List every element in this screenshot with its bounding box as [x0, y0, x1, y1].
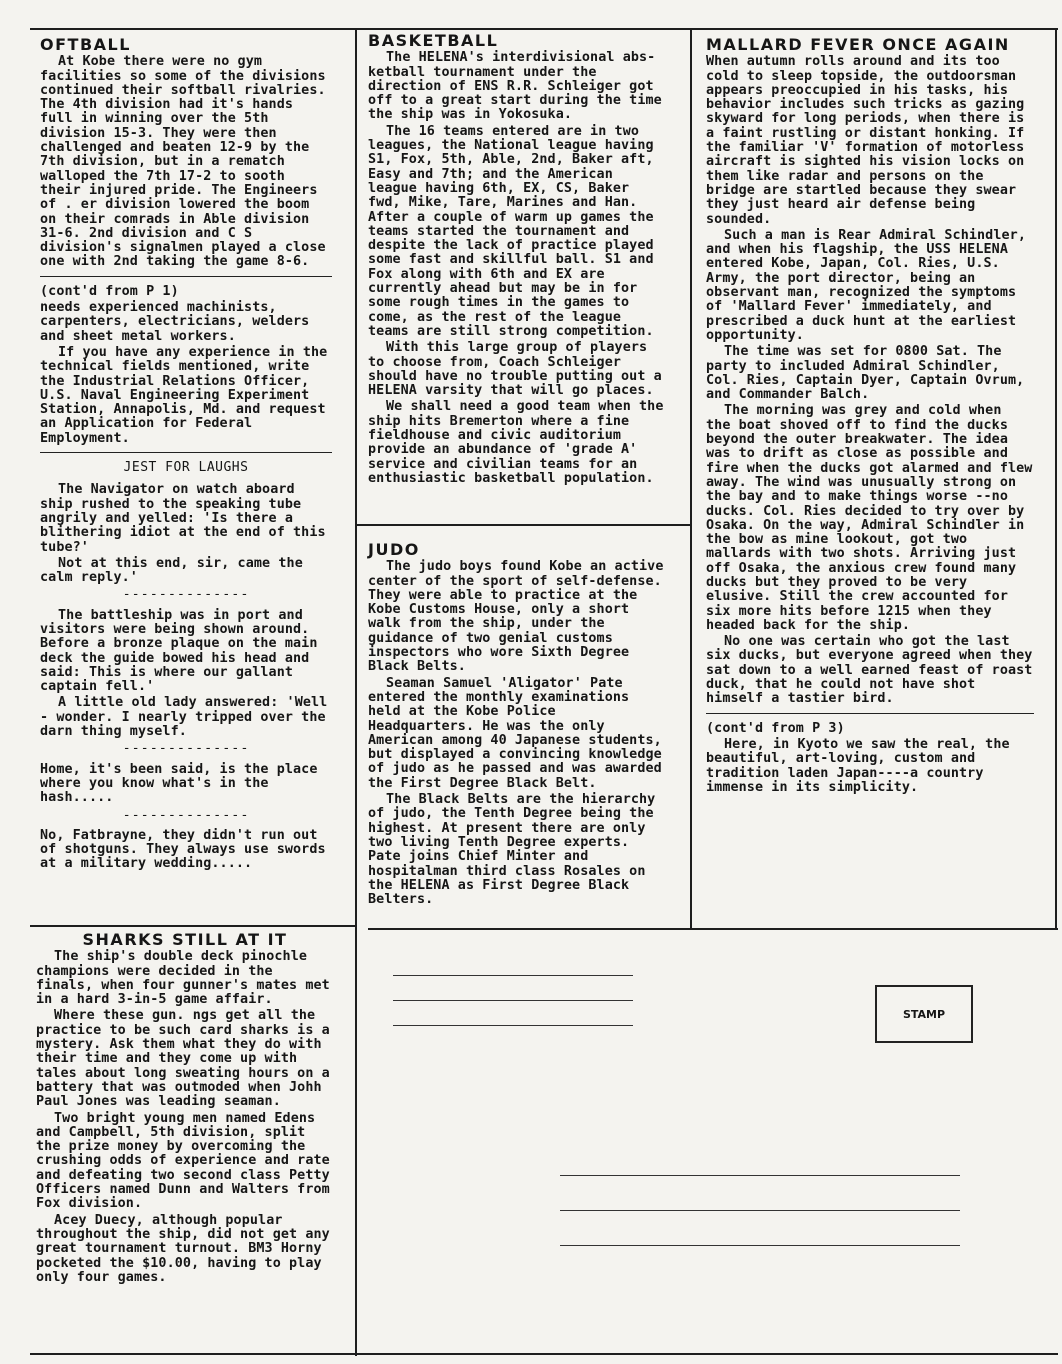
- mailing-address-line: [560, 1175, 960, 1176]
- contd-paragraph: Here, in Kyoto we saw the real, the beautiful, art-loving, custom and tradition laden Japan----a country immense in its simplicity.: [706, 736, 1010, 795]
- basketball-headline: BASKETBALL: [368, 31, 499, 50]
- mallard-headline: MALLARD FEVER ONCE AGAIN: [706, 35, 1010, 54]
- right-column: [706, 35, 1034, 797]
- jest-headline: JEST FOR LAUGHS: [123, 460, 249, 476]
- basketball-article: [368, 31, 664, 486]
- bottom-rule: [30, 1353, 1058, 1355]
- mallard-paragraph: The morning was grey and cold when the boat shoved off to find the ducks beyond the outer breakwater. The idea was to drift as close as possible and fire when the ducks got alarmed and flew away. The wind was unusually strong on the bay and to make things worse --no ducks. Col. Ries decided to try over by Osaka. On the way, Admiral Schindler in the bow as mine lookout, got two mallards with two shots. Arriving just off Osaka, the anxious crew found many ducks but they proved to be very elusive. Still the crew accounted for six more hits before 1215 when they headed back for the ship.: [706, 403, 1033, 633]
- sharks-paragraph: Where these gun. ngs get all the practice to be such card sharks is a mystery. Ask them what they do with their time and they come up with tales about long sweating hours on a battery that was outmoded when Johh Paul Jones was leading seaman.: [36, 1008, 330, 1110]
- stamp-box: [875, 985, 973, 1043]
- section-divider: [706, 713, 1034, 714]
- mailing-address-line: [560, 1210, 960, 1211]
- section-divider: [40, 276, 332, 277]
- mailing-address-line: [560, 1245, 960, 1246]
- contd-from-p3: [706, 722, 1034, 795]
- softball-article: [40, 35, 332, 270]
- mallard-paragraph: No one was certain who got the last six ducks, but everyone agreed when they sat down to a well earned feast of roast duck, that he could not have shot himself a tastier bird.: [706, 634, 1033, 707]
- sharks-paragraph: Two bright young men named Edens and Campbell, 5th division, split the prize money by overcoming the crushing odds of experience and rate and defeating two second class Petty Officers named Dunn and Walters from Fox division.: [36, 1110, 330, 1212]
- contd-paragraph: If you have any experience in the technical fields mentioned, write the Industrial Relations Officer, U.S. Naval Engineering Experiment Station, Annapolis, Md. and request an Application for Federal Employment.: [40, 344, 328, 446]
- mallard-paragraph: Such a man is Rear Admiral Schindler, and when his flagship, the USS HELENA entered Kobe, Japan, Col. Ries, U.S. Army, the port director, being an observant man, recognized the symptoms of 'Mallard Fever' immediately, and prescribed a duck hunt at the earliest opportunity.: [706, 227, 1026, 343]
- middle-column-lower: [368, 540, 664, 909]
- joke-text: A little old lady answered: 'Well - wonder. I nearly tripped over the darn thing myself.: [40, 695, 328, 740]
- joke-text: No, Fatbrayne, they didn't run out of shotguns. They always use swords at a military wedding.....: [40, 827, 326, 872]
- contd-paragraph: needs experienced machinists, carpenters, electricians, welders and sheet metal workers.: [40, 300, 310, 344]
- top-rule: [30, 28, 1058, 30]
- joke-separator: --------------: [122, 587, 250, 603]
- joke-text: Home, it's been said, is the place where you know what's in the hash.....: [40, 761, 318, 806]
- column-divider-right: [690, 30, 692, 928]
- left-column: [40, 35, 332, 874]
- mallard-article: [706, 35, 1034, 707]
- left-column-lower: [36, 930, 334, 1287]
- judo-article: [368, 540, 664, 908]
- contd-label: (cont'd from P 1): [40, 283, 179, 299]
- mallard-paragraph: The time was set for 0800 Sat. The party to included Admiral Schindler, Col. Ries, Captain Dyer, Captain Ovrum, and Commander Balch.: [706, 344, 1025, 403]
- sharks-headline: SHARKS STILL AT IT: [82, 930, 288, 949]
- judo-paragraph: The judo boys found Kobe an active center of the sport of self-defense. They were able to practice at the Kobe Customs House, only a short walk from the ship, under the guidance of two genial customs inspectors who wore Sixth Degree Black Belts.: [368, 559, 664, 675]
- mailer-top-rule: [368, 928, 1058, 930]
- joke-separator: --------------: [122, 807, 250, 823]
- sharks-paragraph: Acey Duecy, although popular throughout the ship, did not get any great tournament turnout. BM3 Horny pocketed the $10.00, having to play only four games.: [36, 1212, 330, 1285]
- mallard-paragraph: When autumn rolls around and its too cold to sleep topside, the outdoorsman appears preoccupied in his tasks, his behavior includes such tricks as gazing skyward for long periods, when there is a faint rustling or distant honking. If the familiar 'V' formation of motorless aircraft is sighted his vision locks on them like radar and persons on the bridge are startled because they swear they just heard air defense being sounded.: [706, 54, 1025, 227]
- sharks-paragraph: The ship's double deck pinochle champions were decided in the finals, when four gunner's mates met in a hard 3-in-5 game affair.: [36, 949, 330, 1008]
- sharks-article: [36, 930, 334, 1285]
- middle-column: [368, 31, 664, 488]
- section-divider: [40, 452, 332, 453]
- basketball-paragraph: With this large group of players to choose from, Coach Schleiger should have no trouble putting out a HELENA varsity that will go places.: [368, 340, 662, 399]
- jest-for-laughs: [40, 461, 332, 872]
- joke-text: The battleship was in port and visitors were being shown around. Before a bronze plaque on the main deck the guide bowed his head and said: This is where our gallant captain fell.': [40, 607, 318, 695]
- joke-text: Not at this end, sir, came the calm reply.': [40, 555, 303, 586]
- joke-text: The Navigator on watch aboard ship rushed to the speaking tube angrily and yelled: 'Is there a blithering idiot at the end of this tube?': [40, 482, 326, 555]
- judo-paragraph: Seaman Samuel 'Aligator' Pate entered the monthly examinations held at the Kobe Police Headquarters. He was the only American among 40 Japanese students, but displayed a convincing knowledge of judo as he passed and was awarded the First Degree Black Belt.: [368, 675, 662, 791]
- basketball-paragraph: The 16 teams entered are in two leagues, the National league having S1, Fox, 5th, Able, 2nd, Baker aft, Easy and 7th; and the American league having 6th, EX, CS, Baker fwd, Mike, Tare, Marines and Han. After a couple of warm up games the teams started the tournament and despite the lack of practice played some fast and skillful ball. S1 and Fox along with 6th and EX are currently ahead but may be in for some rough times in the games to come, as the rest of the league teams are still strong competition.: [368, 123, 654, 339]
- joke-separator: --------------: [122, 741, 250, 757]
- stamp-label: STAMP: [902, 1007, 946, 1021]
- softball-headline: OFTBALL: [40, 35, 131, 54]
- sharks-top-rule: [30, 925, 356, 927]
- return-address-line: [393, 1025, 633, 1026]
- return-address-line: [393, 1000, 633, 1001]
- contd-from-p1: [40, 285, 332, 446]
- column-divider-left: [355, 30, 357, 1356]
- basketball-paragraph: The HELENA's interdivisional abs-ketball tournament under the direction of ENS R.R. Schleiger got off to a great start during the time the ship was in Yokosuka.: [368, 50, 662, 123]
- basketball-paragraph: We shall need a good team when the ship hits Bremerton where a fine fieldhouse and civic auditorium provide an abundance of 'grade A' service and civilian teams for an enthusiastic basketball population.: [368, 399, 664, 486]
- page-right-edge: [1055, 30, 1057, 928]
- judo-top-rule: [357, 524, 690, 526]
- judo-headline: JUDO: [368, 540, 420, 559]
- return-address-line: [393, 975, 633, 976]
- judo-paragraph: The Black Belts are the hierarchy of judo, the Tenth Degree being the highest. At present there are only two living Tenth Degree experts. Pate joins Chief Minter and hospitalman third class Rosales on the HELENA as First Degree Black Belters.: [368, 792, 656, 908]
- contd-label: (cont'd from P 3): [706, 720, 845, 736]
- softball-paragraph: At Kobe there were no gym facilities so some of the divisions continued their softball rivalries. The 4th division had it's hands full in winning over the 5th division 15-3. They were then challenged and beaten 12-9 by the 7th division, but in a rematch walloped the 7th 17-2 to sooth their injured pride. The Engineers of . er division lowered the boom on their comrads in Able division 31-6. 2nd division and C S division's signalmen played a close one with 2nd taking the game 8-6.: [40, 54, 326, 270]
